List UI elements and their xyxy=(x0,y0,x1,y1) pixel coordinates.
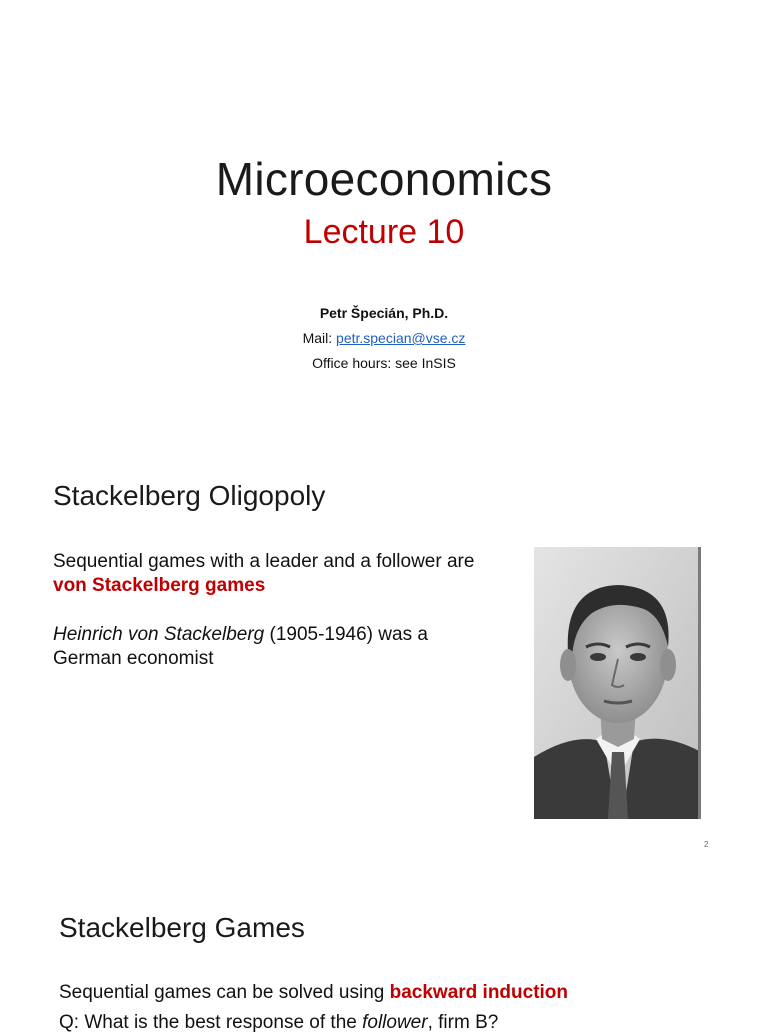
slide-title-heading: Stackelberg Oligopoly xyxy=(53,480,326,511)
mail-label: Mail: xyxy=(302,330,337,346)
office-hours: Office hours: see InSIS xyxy=(312,355,456,371)
portrait-photo xyxy=(534,547,701,819)
highlight-term: backward induction xyxy=(389,982,569,1003)
slide-title-heading: Stackelberg Games xyxy=(59,912,305,943)
lecture-title: Microeconomics xyxy=(215,153,553,205)
paragraph-sequential-games: Sequential games with a leader and a follower are von Stackelberg games xyxy=(53,551,475,596)
slide-stackelberg-games xyxy=(0,860,768,1033)
slide-title xyxy=(0,0,768,440)
lecture-subtitle: Lecture 10 xyxy=(303,213,465,251)
paragraph-backward-induction: Sequential games can be solved using backward induction xyxy=(59,982,569,1003)
author-name: Petr Špecián, Ph.D. xyxy=(319,305,449,321)
highlight-term: von Stackelberg games xyxy=(53,575,266,596)
person-name: Heinrich von Stackelberg xyxy=(53,624,265,645)
paragraph-biography: Heinrich von Stackelberg (1905-1946) was a German economist xyxy=(53,624,428,669)
page-number: 2 xyxy=(704,840,709,849)
slide-stackelberg-oligopoly xyxy=(0,440,768,860)
paragraph-question: Q: What is the best response of the follower, firm B? xyxy=(59,1012,499,1033)
follower-term: follower xyxy=(362,1012,428,1033)
mail-link[interactable]: petr.specian@vse.cz xyxy=(336,330,466,346)
slide-body xyxy=(53,550,493,696)
mail-line xyxy=(0,330,768,346)
